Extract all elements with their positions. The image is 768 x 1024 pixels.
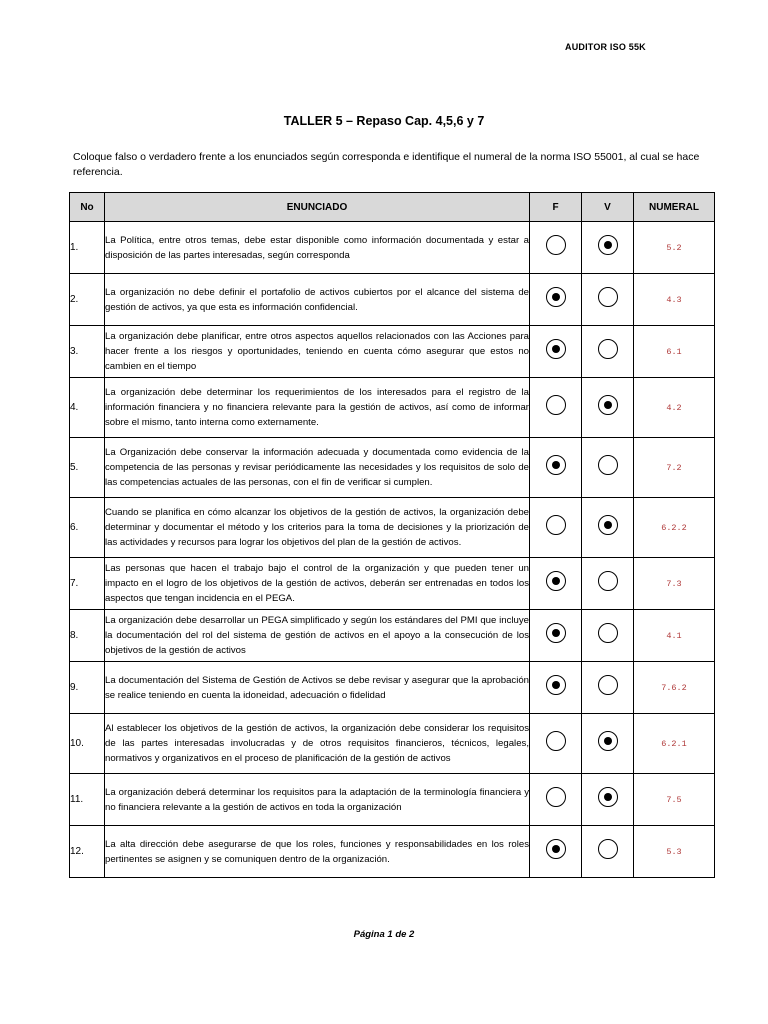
row-number: 3.: [70, 326, 105, 378]
false-radio-button[interactable]: [546, 339, 566, 359]
false-radio-button[interactable]: [546, 623, 566, 643]
quiz-table: [69, 192, 715, 878]
row-numeral: 4.2: [634, 378, 715, 438]
table-row: [70, 498, 715, 558]
true-cell: [582, 438, 634, 498]
table-row: [70, 326, 715, 378]
row-statement: Cuando se planifica en cómo alcanzar los objetivos de la gestión de activos, la organización debe determinar y documentar el método y los criterios para la toma de decisiones y la priorización de las actividades y recursos para lograr los objetivos del plan de la gestión de activos.: [105, 498, 530, 558]
instructions-text: Coloque falso o verdadero frente a los enunciados según corresponda e identifique el numeral de la norma ISO 55001, al cual se hace referencia.: [73, 151, 700, 178]
true-cell: [582, 610, 634, 662]
row-statement: La organización no debe definir el portafolio de activos cubiertos por el alcance del sistema de gestión de activos, ya que esta es información confidencial.: [105, 274, 530, 326]
true-cell: [582, 662, 634, 714]
radio-selected-dot: [552, 681, 560, 689]
false-cell: [530, 222, 582, 274]
radio-selected-dot: [552, 461, 560, 469]
true-cell: [582, 714, 634, 774]
table-row: [70, 378, 715, 438]
row-statement: La Política, entre otros temas, debe estar disponible como información documentada y estar a disposición de las partes interesadas, según corresponda: [105, 222, 530, 274]
false-cell: [530, 498, 582, 558]
row-statement: Al establecer los objetivos de la gestión de activos, la organización debe considerar los requisitos de las partes interesadas involucradas y de otros requisitos financieros, técnicos, legales, normativos y organizativos en el proceso de planificación de la gestión de activos: [105, 714, 530, 774]
false-cell: [530, 326, 582, 378]
table-row: [70, 610, 715, 662]
false-radio-button[interactable]: [546, 515, 566, 535]
true-radio-button[interactable]: [598, 287, 618, 307]
false-radio-button[interactable]: [546, 455, 566, 475]
table-row: [70, 222, 715, 274]
table-row: [70, 826, 715, 878]
row-numeral: 6.2.1: [634, 714, 715, 774]
row-number: 5.: [70, 438, 105, 498]
row-number: 12.: [70, 826, 105, 878]
table-row: [70, 774, 715, 826]
row-statement: La organización debe desarrollar un PEGA simplificado y según los estándares del PMI que incluye la documentación del rol del sistema de gestión de activos en el apoyo a la consecución de los objetivos de la gestión de activos: [105, 610, 530, 662]
true-cell: [582, 774, 634, 826]
true-cell: [582, 326, 634, 378]
page-number: Página 1 de 2: [353, 929, 415, 940]
header-false: F: [530, 193, 582, 222]
false-radio-button[interactable]: [546, 571, 566, 591]
row-numeral: 5.3: [634, 826, 715, 878]
row-statement: La documentación del Sistema de Gestión de Activos se debe revisar y asegurar que la aprobación se realice teniendo en cuenta la idoneidad, adecuación o fidelidad: [105, 662, 530, 714]
false-radio-button[interactable]: [546, 787, 566, 807]
row-numeral: 6.1: [634, 326, 715, 378]
row-number: 6.: [70, 498, 105, 558]
true-radio-button[interactable]: [598, 787, 618, 807]
row-numeral: 7.6.2: [634, 662, 715, 714]
radio-selected-dot: [604, 737, 612, 745]
true-radio-button[interactable]: [598, 839, 618, 859]
table-header-row: [70, 193, 715, 222]
row-numeral: 7.5: [634, 774, 715, 826]
false-radio-button[interactable]: [546, 839, 566, 859]
true-radio-button[interactable]: [598, 571, 618, 591]
radio-selected-dot: [552, 293, 560, 301]
true-cell: [582, 826, 634, 878]
table-row: [70, 558, 715, 610]
row-numeral: 5.2: [634, 222, 715, 274]
header-statement: ENUNCIADO: [105, 193, 530, 222]
row-statement: Las personas que hacen el trabajo bajo el control de la organización y que pueden tener un impacto en el logro de los objetivos de la gestión de activos, deberán ser entrenadas en todos los aspectos que tengan incidencia en el PEGA.: [105, 558, 530, 610]
radio-selected-dot: [552, 629, 560, 637]
row-number: 9.: [70, 662, 105, 714]
false-radio-button[interactable]: [546, 235, 566, 255]
table-row: [70, 714, 715, 774]
false-radio-button[interactable]: [546, 395, 566, 415]
row-numeral: 7.2: [634, 438, 715, 498]
false-cell: [530, 826, 582, 878]
false-radio-button[interactable]: [546, 731, 566, 751]
radio-selected-dot: [604, 521, 612, 529]
row-statement: La organización deberá determinar los requisitos para la adaptación de la terminología financiera y no financiera relevante a la gestión de activos en toda la organización: [105, 774, 530, 826]
header-numeral: NUMERAL: [634, 193, 715, 222]
row-number: 1.: [70, 222, 105, 274]
row-number: 8.: [70, 610, 105, 662]
true-cell: [582, 558, 634, 610]
radio-selected-dot: [604, 793, 612, 801]
row-number: 10.: [70, 714, 105, 774]
true-cell: [582, 274, 634, 326]
false-cell: [530, 558, 582, 610]
quiz-table-body: [70, 222, 715, 878]
false-cell: [530, 378, 582, 438]
false-cell: [530, 714, 582, 774]
true-radio-button[interactable]: [598, 675, 618, 695]
false-radio-button[interactable]: [546, 675, 566, 695]
false-cell: [530, 774, 582, 826]
row-number: 7.: [70, 558, 105, 610]
row-statement: La organización debe planificar, entre otros aspectos aquellos relacionados con las Acciones para hacer frente a los riesgos y oportunidades, teniendo en cuenta cómo asegurar que estos no cambien en el tiempo: [105, 326, 530, 378]
row-number: 2.: [70, 274, 105, 326]
row-numeral: 4.3: [634, 274, 715, 326]
true-radio-button[interactable]: [598, 339, 618, 359]
radio-selected-dot: [552, 577, 560, 585]
radio-selected-dot: [552, 345, 560, 353]
true-cell: [582, 222, 634, 274]
true-radio-button[interactable]: [598, 515, 618, 535]
row-number: 4.: [70, 378, 105, 438]
radio-selected-dot: [604, 401, 612, 409]
true-radio-button[interactable]: [598, 455, 618, 475]
row-statement: La organización debe determinar los requerimientos de los interesados para el registro de la información financiera y no financiera relevante para la gestión de activos, así como de informar sobre el mismo, tanto interna como externamente.: [105, 378, 530, 438]
false-cell: [530, 610, 582, 662]
true-radio-button[interactable]: [598, 235, 618, 255]
true-radio-button[interactable]: [598, 731, 618, 751]
header-true: V: [582, 193, 634, 222]
row-numeral: 7.3: [634, 558, 715, 610]
false-radio-button[interactable]: [546, 287, 566, 307]
true-cell: [582, 498, 634, 558]
true-radio-button[interactable]: [598, 395, 618, 415]
table-row: [70, 662, 715, 714]
false-cell: [530, 662, 582, 714]
false-cell: [530, 274, 582, 326]
page-title: TALLER 5 – Repaso Cap. 4,5,6 y 7: [283, 114, 485, 128]
auditor-header: AUDITOR ISO 55K: [565, 42, 646, 52]
row-numeral: 4.1: [634, 610, 715, 662]
row-numeral: 6.2.2: [634, 498, 715, 558]
false-cell: [530, 438, 582, 498]
radio-selected-dot: [604, 241, 612, 249]
table-row: [70, 274, 715, 326]
row-number: 11.: [70, 774, 105, 826]
radio-selected-dot: [552, 845, 560, 853]
row-statement: La Organización debe conservar la información adecuada y documentada como evidencia de la competencia de las personas y revisar periódicamente las necesidades y los requisitos de solo de las competencias actuales de las personas, con el fin de verificar si cumplen.: [105, 438, 530, 498]
header-no: No: [70, 193, 105, 222]
true-cell: [582, 378, 634, 438]
true-radio-button[interactable]: [598, 623, 618, 643]
table-row: [70, 438, 715, 498]
row-statement: La alta dirección debe asegurarse de que los roles, funciones y responsabilidades en los roles pertinentes se asignen y se comuniquen dentro de la organización.: [105, 826, 530, 878]
